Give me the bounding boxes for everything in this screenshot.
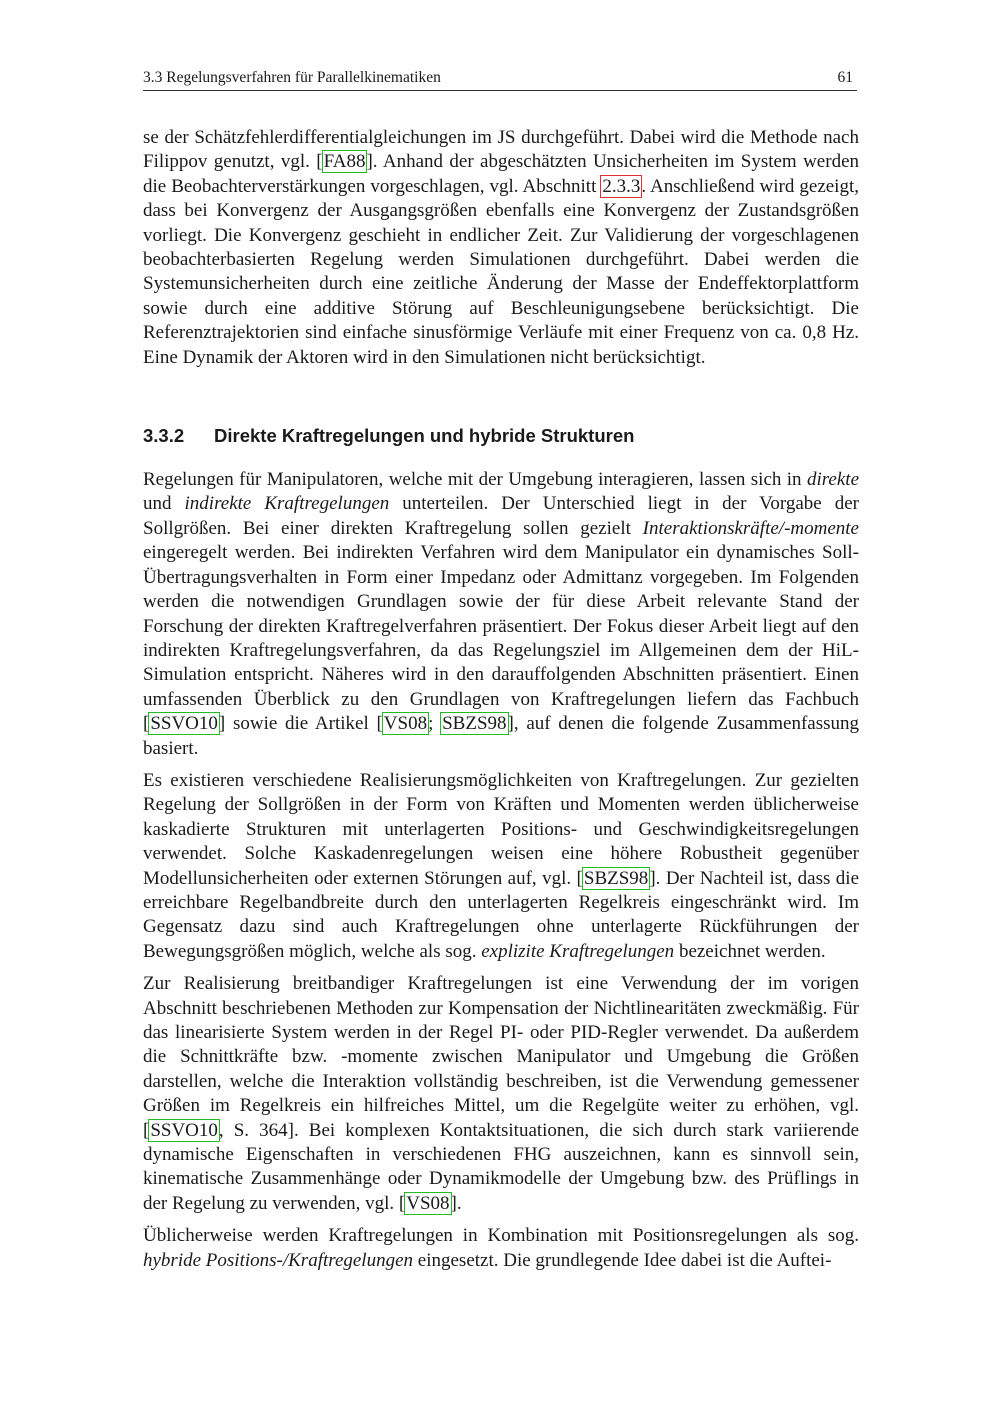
- text: und: [143, 493, 185, 515]
- running-head-title: 3.3 Regelungsverfahren für Parallelkinematiken: [143, 69, 441, 86]
- citation-link[interactable]: SSVO10: [150, 1119, 218, 1141]
- running-head: [143, 66, 857, 91]
- paragraph-3: [143, 769, 859, 964]
- page-number: 61: [837, 69, 853, 86]
- citation-link[interactable]: VS08: [406, 1192, 450, 1214]
- paragraph-2: [143, 468, 859, 761]
- citation-link[interactable]: SSVO10: [150, 713, 218, 735]
- text: Zur Realisierung breitbandiger Kraftregelungen ist eine Verwendung der im vorigen Abschnitt beschriebenen Methoden zur Kompensation der Nichtlinearitäten zweckmäßig. Für das linearisierte System werden in der Regel PI- oder PID-Regler verwendet. Da außerdem die Schnittkräfte bzw. -momente zwischen Manipulator und Umgebung die Größen darstellen, welche die Interaktion vollständig beschreiben, ist die Verwendung gemessener Größen im Regelkreis ein hilfreiches Mittel, um die Regelgüte weiter zu erhöhen, vgl. [: [143, 973, 859, 1141]
- text: Üblicherweise werden Kraftregelungen in Kombination mit Positionsregelungen als sog.: [143, 1225, 859, 1247]
- emphasis: direkte: [806, 469, 859, 491]
- emphasis: indirekte Kraftregelungen: [184, 493, 390, 515]
- text: se der Schätzfehlerdifferentialgleichungen im JS durchgeführt. Dabei wird die Methode nach Filippov genutzt, vgl. [: [143, 127, 859, 173]
- citation-link[interactable]: SBZS98: [583, 867, 649, 889]
- text: , S. 364]. Bei komplexen Kontaktsituationen, die sich durch stark variierende dynamische Eigenschaften in verschiedenen FHG auszeichnen, kann es sinnvoll sein, kinematische Zusammenhänge oder Dynamikmodelle der Umgebung bzw. des Prüflings in der Regelung zu verwenden, vgl. [: [143, 1119, 859, 1214]
- text: ] sowie die Artikel [: [218, 713, 383, 735]
- text: eingeregelt werden. Bei indirekten Verfahren wird dem Manipulator ein dynamisches Soll-Übertragungsverhalten in Form einer Impedanz oder Admittanz vorgegeben. Im Folgenden werden die notwendigen Grundlagen sowie der für diese Arbeit relevante Stand der Forschung der direkten Kraftregelverfahren präsentiert. Der Fokus dieser Arbeit liegt auf den indirekten Kraftregelungsverfahren, da das Regelungsziel im Allgemeinen dem der HiL-Simulation entspricht. Näheres wird in den darauffolgenden Abschnitten präsentiert. Einen umfassenden Überblick zu den Grundlagen von Kraftregelungen liefern das Fachbuch [: [143, 542, 859, 735]
- text: eingesetzt. Die grundlegende Idee dabei ist die Auftei-: [413, 1249, 832, 1271]
- emphasis: hybride Positions-/Kraftregelungen: [143, 1249, 414, 1271]
- text: ]. Anhand der abgeschätzten Unsicherheiten im System werden die Beobachterverstärkungen vorgeschlagen, vgl. Abschnitt: [143, 151, 859, 197]
- text: Regelungen für Manipulatoren, welche mit der Umgebung interagieren, lassen sich in: [143, 469, 807, 491]
- section-reference-link[interactable]: 2.3.3: [602, 175, 641, 197]
- text: bezeichnet werden.: [674, 940, 826, 962]
- paragraph-4: [143, 972, 859, 1216]
- citation-link[interactable]: FA88: [323, 151, 366, 173]
- section-title: Direkte Kraftregelungen und hybride Strukturen: [214, 425, 635, 447]
- section-number: 3.3.2: [143, 425, 185, 447]
- text: ]. Der Nachteil ist, dass die erreichbare Regelbandbreite durch den unterlagerten Regelkreis eingeschränkt wird. Im Gegensatz dazu sind auch Kraftregelungen ohne unterlagerte Rückführungen der Bewegungsgrößen möglich, welche als sog.: [143, 867, 860, 962]
- text: unterteilen. Der Unterschied liegt in der Vorgabe der Sollgrößen. Bei einer direkten Kraftregelung sollen gezielt: [143, 493, 859, 539]
- emphasis: explizite Kraftregelungen: [481, 940, 675, 962]
- citation-link[interactable]: VS08: [383, 713, 428, 735]
- text: ], auf denen die folgende Zusammenfassung basiert.: [143, 713, 860, 759]
- text: . Anschließend wird gezeigt, dass bei Konvergenz der Ausgangsgrößen ebenfalls eine Konvergenz der Zustandsgrößen vorliegt. Die Konvergenz geschieht in endlicher Zeit. Zur Validierung der vorgeschlagenen beobachterbasierten Regelung werden Simulationen durchgeführt. Dabei werden die Systemunsicherheiten durch eine zeitliche Änderung der Masse der Endeffektorplattform sowie durch eine additive Störung auf Beschleunigungsebene berücksichtigt. Die Referenztrajektorien sind einfache sinusförmige Verläufe mit einer Frequenz von ca. 0,8 Hz. Eine Dynamik der Aktoren wird in den Simulationen nicht berücksichtigt.: [143, 175, 859, 368]
- page-body: [143, 126, 859, 1273]
- paragraph-5: [143, 1224, 859, 1273]
- text: Es existieren verschiedene Realisierungsmöglichkeiten von Kraftregelungen. Zur gezielten Regelung der Sollgrößen in der Form von Kräften und Momenten werden üblicherweise kaskadierte Strukturen mit unterlagerten Positions- und Geschwindigkeitsregelungen verwendet. Solche Kaskadenregelungen weisen eine höhere Robustheit gegenüber Modellunsicherheiten oder externen Störungen auf, vgl. [: [143, 769, 859, 889]
- paragraph-1: [143, 126, 859, 370]
- section-heading: [143, 424, 859, 448]
- emphasis: Interaktionskräfte/-momente: [642, 517, 859, 539]
- text: ;: [428, 713, 442, 735]
- citation-link[interactable]: SBZS98: [442, 713, 507, 735]
- text: ].: [450, 1192, 462, 1214]
